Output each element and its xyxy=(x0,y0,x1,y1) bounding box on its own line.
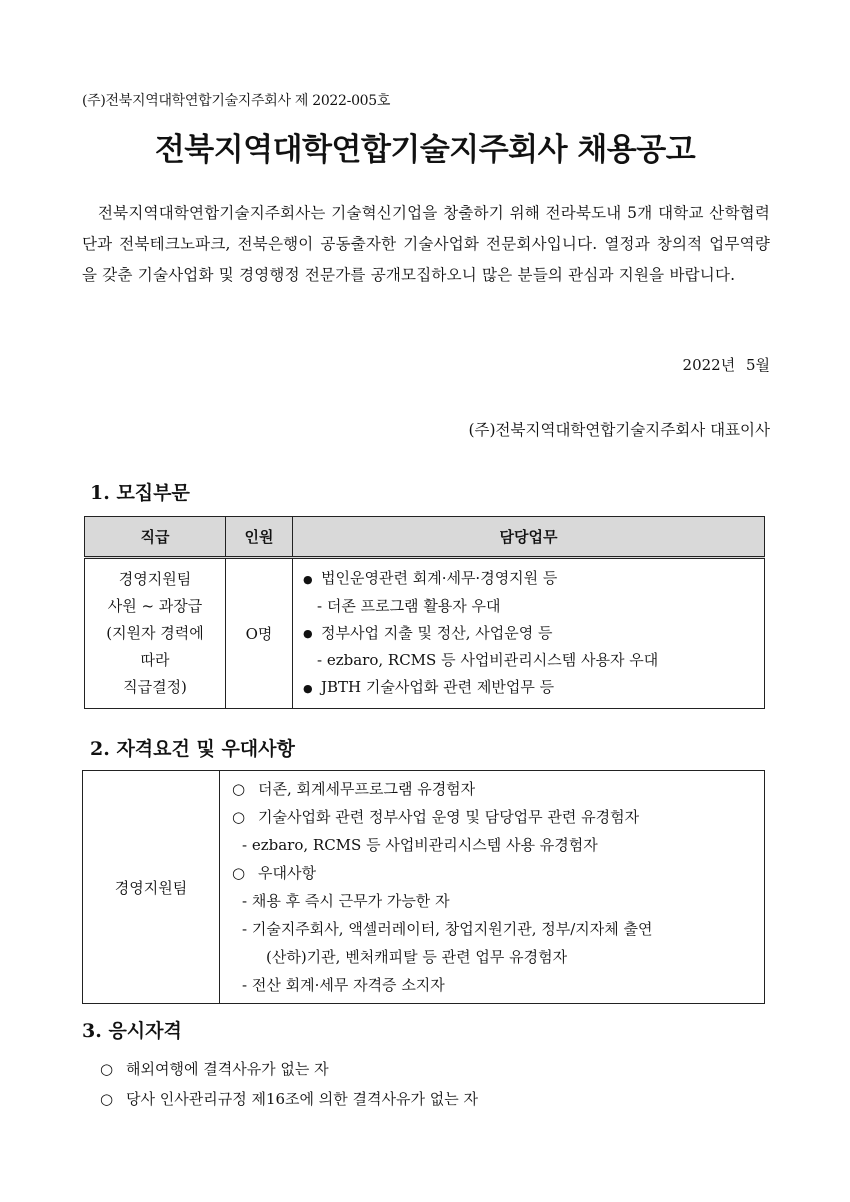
list-item: (산하)기관, 벤처캐피탈 등 관련 업무 유경험자 xyxy=(266,948,568,966)
header-rank: 직급 xyxy=(85,517,226,558)
list-item: ● 정부사업 지출 및 정산, 사업운영 등 xyxy=(303,620,764,648)
qualifications-cell xyxy=(220,771,765,1004)
position-line: 따라 xyxy=(140,650,170,669)
bullet-icon: ● xyxy=(303,681,313,695)
circle-bullet-icon: ○ xyxy=(100,1090,114,1108)
recruitment-table xyxy=(84,516,765,709)
list-item: ● JBTH 기술사업화 관련 제반업무 등 xyxy=(303,674,764,702)
table-row xyxy=(83,771,765,1004)
intro-paragraph: 전북지역대학연합기술지주회사는 기술혁신기업을 창출하기 위해 전라북도내 5개 대학교 산학협력단과 전북테크노파크, 전북은행이 공동출자한 기술사업화 전문회사입니다. 열정과 창의적 업무역량을 갖춘 기술사업화 및 경영행정 전문가를 공개모집하오니 많은 분들의 관심과 지원을 바랍니다. xyxy=(82,204,770,284)
eligibility-list xyxy=(100,1054,478,1114)
section2-title: 2. 자격요건 및 우대사항 xyxy=(90,738,295,760)
team-cell: 경영지원팀 xyxy=(83,771,220,1004)
qualification-table xyxy=(82,770,765,1004)
list-item: ○ 당사 인사관리규정 제16조에 의한 결격사유가 없는 자 xyxy=(100,1084,478,1114)
circle-bullet-icon: ○ xyxy=(100,1060,114,1078)
notice-date: 2022년 5월 xyxy=(682,356,770,374)
list-item: - 기술지주회사, 액셀러레이터, 창업지원기관, 정부/지자체 출연 xyxy=(242,920,653,938)
position-cell xyxy=(85,558,226,709)
list-item: - ezbaro, RCMS 등 사업비관리시스템 사용 유경험자 xyxy=(242,836,598,854)
position-line: 사원 ~ 과장급 xyxy=(107,596,203,615)
list-item: ○ 기술사업화 관련 정부사업 운영 및 담당업무 관련 유경험자 xyxy=(232,803,764,831)
section1-title: 1. 모집부문 xyxy=(90,482,190,504)
signer: (주)전북지역대학연합기술지주회사 대표이사 xyxy=(468,421,770,439)
list-item: - 전산 회계·세무 자격증 소지자 xyxy=(242,976,445,994)
circle-bullet-icon: ○ xyxy=(232,808,246,826)
circle-bullet-icon: ○ xyxy=(232,864,246,882)
header-duties: 담당업무 xyxy=(293,517,765,558)
list-item: - 더존 프로그램 활용자 우대 xyxy=(317,596,501,615)
duties-cell xyxy=(293,558,765,709)
position-line: 경영지원팀 xyxy=(118,569,192,588)
page-title: 전북지역대학연합기술지주회사 채용공고 xyxy=(154,132,696,168)
circle-bullet-icon: ○ xyxy=(232,780,246,798)
header-headcount: 인원 xyxy=(226,517,293,558)
list-item: ● 법인운영관련 회계·세무·경영지원 등 xyxy=(303,565,764,593)
bullet-icon: ● xyxy=(303,627,313,640)
list-item: - ezbaro, RCMS 등 사업비관리시스템 사용자 우대 xyxy=(317,651,659,669)
list-item: ○ 더존, 회계세무프로그램 유경험자 xyxy=(232,775,764,803)
headcount-cell: O명 xyxy=(226,558,293,709)
list-item: ○ 우대사항 xyxy=(232,859,764,887)
document-number: (주)전북지역대학연합기술지주회사 제 2022-005호 xyxy=(82,93,391,109)
list-item: - 채용 후 즉시 근무가 가능한 자 xyxy=(242,892,450,910)
list-item: ○ 해외여행에 결격사유가 없는 자 xyxy=(100,1054,478,1084)
position-line: 직급결정) xyxy=(123,677,187,696)
bullet-icon: ● xyxy=(303,572,313,586)
section3-title: 3. 응시자격 xyxy=(82,1020,182,1042)
table-row xyxy=(85,558,765,709)
position-line: (지원자 경력에 xyxy=(106,623,204,642)
